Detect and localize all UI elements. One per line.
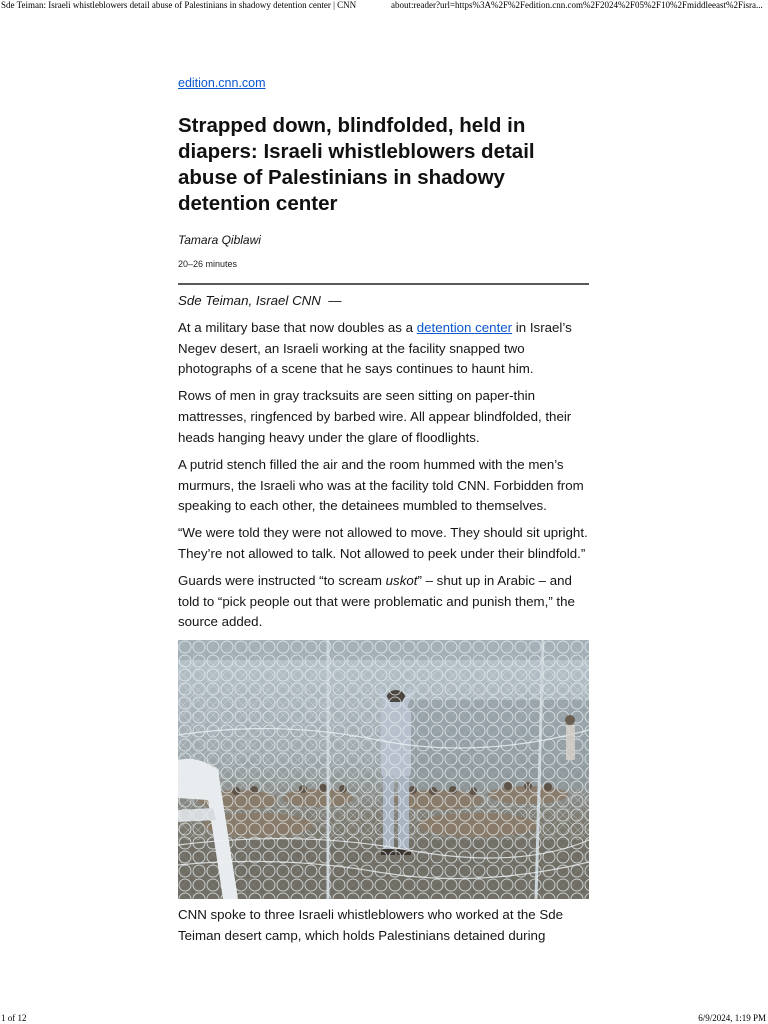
paragraph-5	[178, 571, 589, 633]
article-body	[178, 291, 589, 633]
paragraph-5-text-a: Guards were instructed “to scream	[178, 572, 386, 588]
print-header-title: Sde Teiman: Israeli whistleblowers detail abuse of Palestinians in shadowy detention center | CNN	[1, 0, 357, 10]
reader-article	[178, 74, 589, 946]
detention-center-link[interactable]: detention center	[416, 320, 513, 335]
paragraph-5-text-b: ” – shut up in Arabic – and told to “pick people out that were problematic and punish them,” the source added.	[178, 572, 575, 630]
print-footer	[0, 1013, 768, 1024]
detention-camp-photo	[178, 640, 589, 899]
paragraph-1-text-a: At a military base that now doubles as a	[178, 320, 417, 335]
dateline-dash: —	[328, 293, 342, 308]
source-domain-link[interactable]: edition.cnn.com	[178, 76, 266, 90]
header-divider	[178, 283, 589, 285]
reading-time: 20–26 minutes	[178, 259, 238, 269]
article-byline: Tamara Qiblawi	[178, 233, 261, 247]
paragraph-2: Rows of men in gray tracksuits are seen sitting on paper-thin mattresses, ringfenced by barbed wire. All appear blindfolded, their heads hanging heavy under the glare of floodlights.	[178, 388, 572, 445]
paragraph-3: A putrid stench filled the air and the room hummed with the men’s murmurs, the Israeli who was at the facility told CNN. Forbidden from speaking to each other, the detainees mumbled to themselves.	[178, 456, 584, 514]
dateline: Sde Teiman, Israel CNN	[178, 293, 321, 308]
page-number: 1 of 12	[1, 1013, 27, 1023]
paragraph-1	[178, 318, 589, 380]
photo-caption: CNN spoke to three Israeli whistleblowers who worked at the Sde Teiman desert camp, which holds Palestinians detained during	[178, 907, 564, 943]
article-title: Strapped down, blindfolded, held in diapers: Israeli whistleblowers detail abuse of Palestinians in shadowy detention center	[178, 114, 535, 215]
dateline-paragraph	[178, 291, 589, 312]
print-datetime: 6/9/2024, 1:19 PM	[698, 1013, 766, 1023]
uskot-emphasis: uskot	[385, 572, 418, 588]
paragraph-1-text-b: in Israel’s Negev desert, an Israeli working at the facility snapped two photographs of a scene that he says continues to haunt him.	[178, 320, 572, 377]
print-header-url: about:reader?url=https%3A%2F%2Fedition.cnn.com%2F2024%2F05%2F10%2Fmiddleeast%2Fisra...	[391, 0, 763, 10]
paragraph-4: “We were told they were not allowed to move. They should sit upright. They’re not allowed to talk. Not allowed to peek under their blindfold.”	[178, 525, 588, 561]
print-header	[0, 0, 768, 12]
